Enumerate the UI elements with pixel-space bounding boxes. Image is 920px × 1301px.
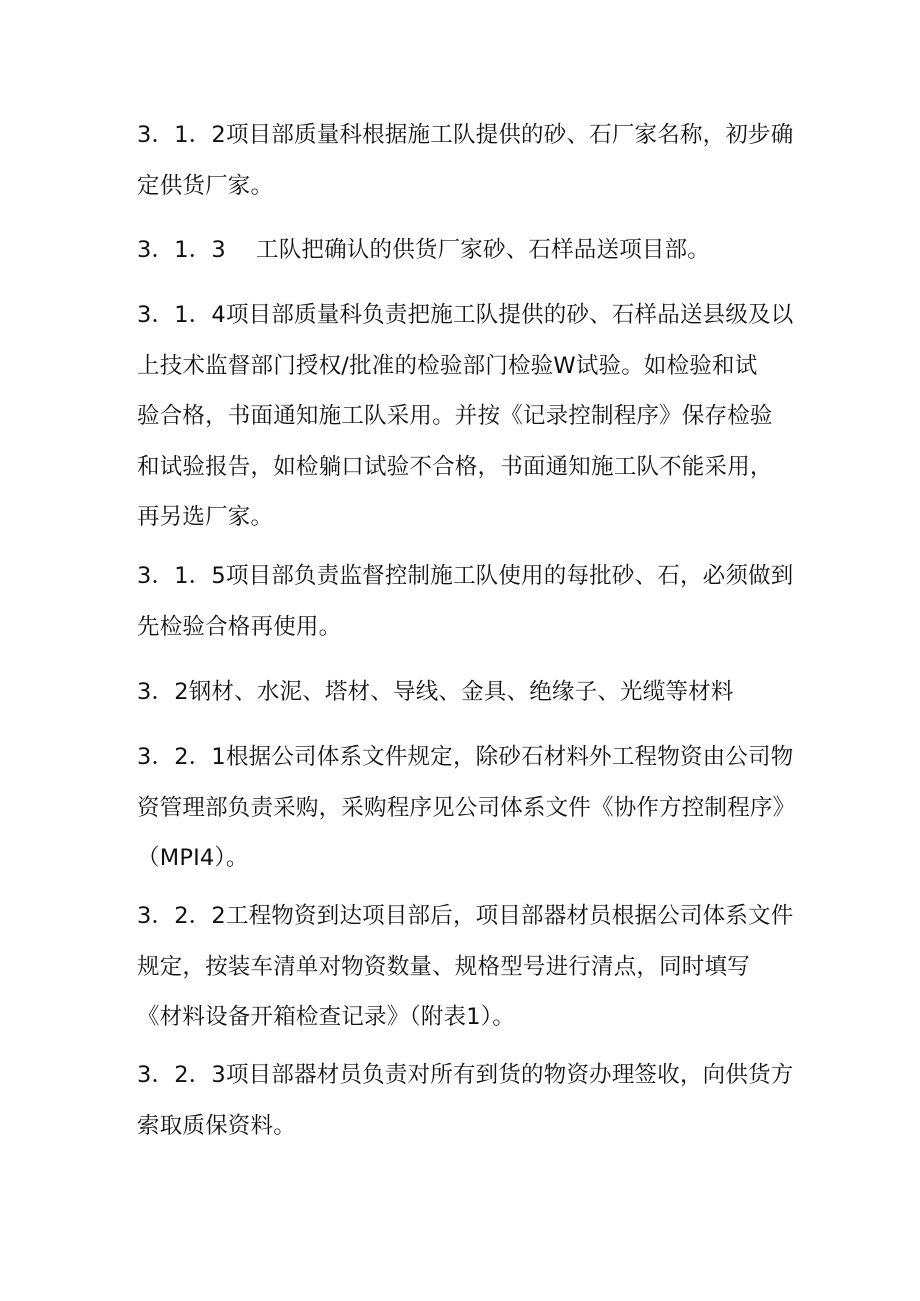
text-line: 3．1．4项目部质量科负责把施工队提供的砂、石样品送县级及以 <box>137 302 794 328</box>
paragraph-3-2-1 <box>137 732 797 884</box>
text-line: 和试验报告，如检躺口试验不合格，书面通知施工队不能采用， <box>137 453 773 480</box>
text-line: 索取质保资料。 <box>137 1112 296 1139</box>
text-line: 规定，按装车清单对物资数量、规格型号进行清点，同时填写 <box>137 953 750 980</box>
text-line: 《材料设备开箱检查记录》（附表1）。 <box>137 1004 515 1030</box>
text-line: 3．1．5项目部负责监督控制施工队使用的每批砂、石，必须做到 <box>137 563 794 589</box>
text-line: 资管理部负责采购，采购程序见公司体系文件《协作方控制程序》 <box>137 794 796 821</box>
paragraph-3-1-3 <box>137 225 797 276</box>
text-line: 3．2．2工程物资到达项目部后，项目部器材员根据公司体系文件 <box>137 903 794 929</box>
text-line: 先检验合格再使用。 <box>137 613 342 640</box>
text-line: 3．2．1根据公司体系文件规定，除砂石材料外工程物资由公司物 <box>137 744 794 770</box>
text-line: （MPI4）。 <box>137 845 249 871</box>
text-line: 定供货厂家。 <box>137 172 274 199</box>
text-line: 3．1．2项目部质量科根据施工队提供的砂、石厂家名称，初步确 <box>137 122 794 148</box>
paragraph-3-2 <box>137 667 797 718</box>
paragraph-3-1-2 <box>137 110 797 211</box>
text-line: 上技术监督部门授权/批准的检验部门检验W试验。如检验和试 <box>137 352 758 379</box>
text-line: 再另选厂家。 <box>137 504 274 530</box>
paragraph-3-2-3 <box>137 1050 797 1151</box>
text-line: 3．2钢材、水泥、塔材、导线、金具、绝缘子、光缆等材料 <box>137 679 734 705</box>
paragraph-3-1-4 <box>137 290 797 543</box>
text-line: 验合格，书面通知施工队采用。并按《记录控制程序》保存检验 <box>137 403 773 429</box>
paragraph-3-2-2 <box>137 891 797 1043</box>
text-line: 3．1．3 工队把确认的供货厂家砂、石样品送项目部。 <box>137 237 710 263</box>
paragraph-3-1-5 <box>137 551 797 652</box>
text-line: 3．2．3项目部器材员负责对所有到货的物资办理签收，向供货方 <box>137 1062 794 1088</box>
